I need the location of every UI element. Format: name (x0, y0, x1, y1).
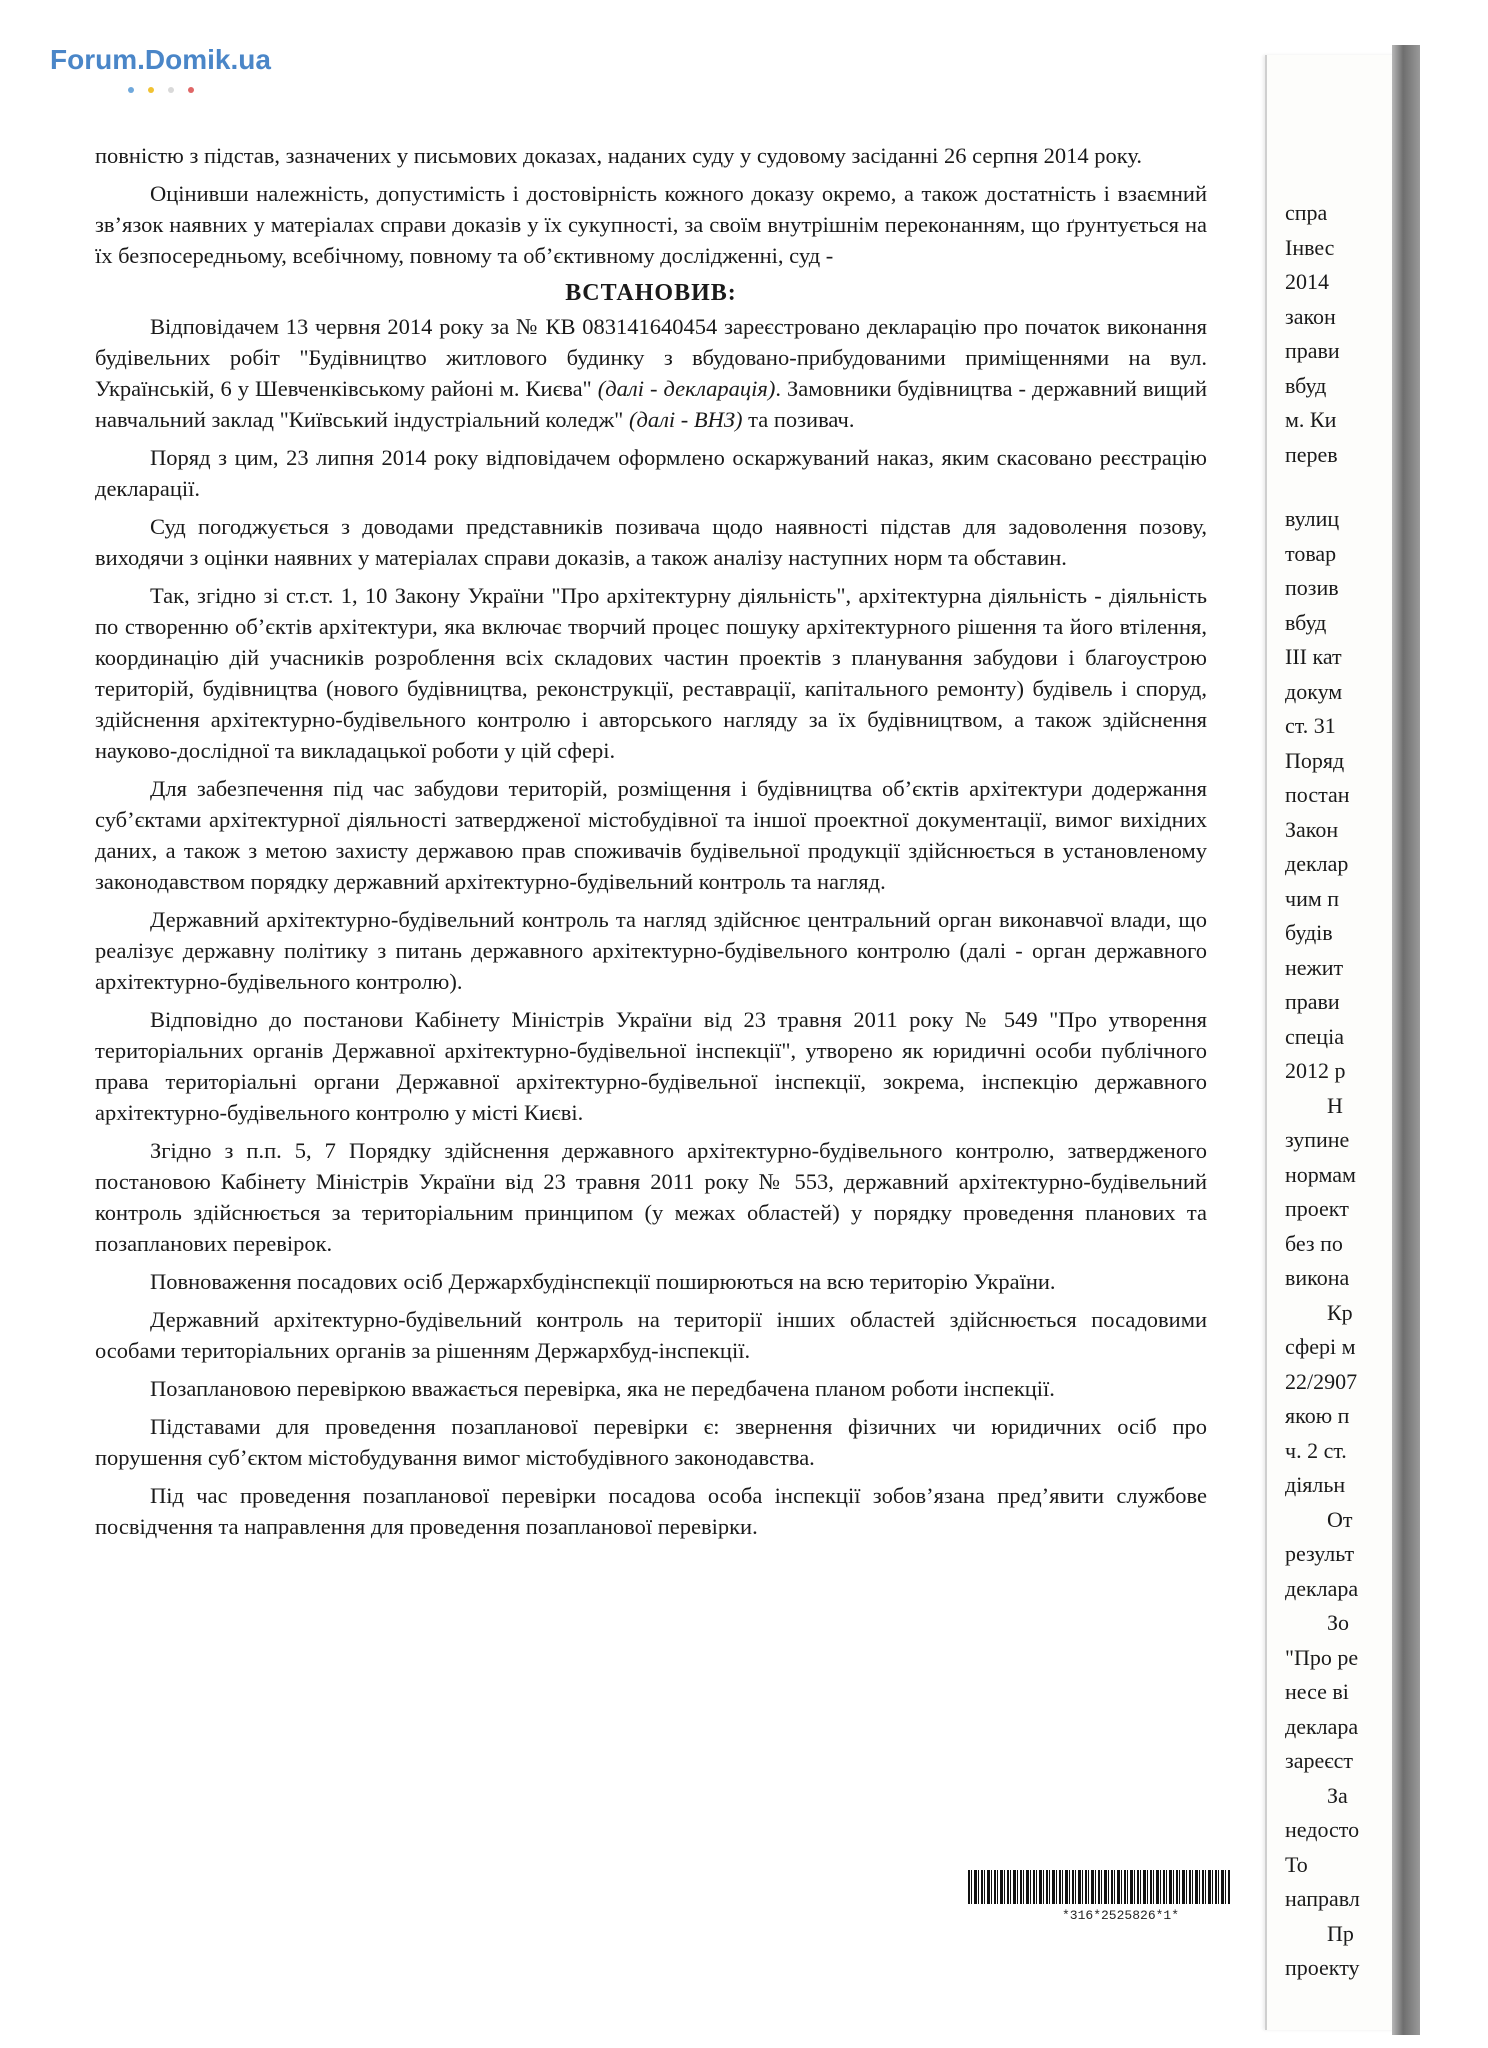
underlying-page-line: вбуд (1285, 609, 1327, 635)
paragraph-italic: (далі - декларація) (597, 376, 776, 401)
underlying-page-line: чим п (1285, 885, 1340, 911)
underlying-page-line: нежит (1285, 954, 1344, 980)
paragraph: Поряд з цим, 23 липня 2014 року відповідачем оформлено оскаржуваний наказ, яким скасовано реєстрацію декларації. (95, 445, 1207, 501)
underlying-page-line: деклар (1285, 851, 1349, 876)
paragraph (95, 311, 1207, 435)
underlying-page-line: якою п (1285, 1403, 1350, 1428)
underlying-page-line: деклара (1285, 1713, 1359, 1739)
underlying-page-line: деклара (1285, 1575, 1359, 1601)
watermark-dot (148, 87, 154, 93)
paragraph-text: та позивач. (742, 407, 855, 432)
underlying-page-line: ст. 31 (1285, 713, 1336, 738)
watermark-dot (128, 87, 134, 93)
underlying-page-line: зареєст (1285, 1748, 1354, 1773)
watermark-dot (188, 87, 194, 93)
underlying-page-line: докум (1285, 678, 1343, 704)
underlying-page-line: перев (1285, 441, 1338, 467)
underlying-page-line: Закон (1285, 816, 1339, 842)
barcode-number: *316*2525826*1* (1062, 1908, 1180, 1923)
underlying-page-line: Кр (1327, 1299, 1353, 1325)
underlying-page-line: ч. 2 ст. (1285, 1437, 1347, 1463)
underlying-page-line: 2014 (1285, 269, 1329, 294)
paragraph: Для забезпечення під час забудови територій, розміщення і будівництва об’єктів архітектури додержання суб’єктами архітектурної діяльності затвердженої містобудівної та іншої проектної документації, вимог вихідних даних, а також з метою захисту державою прав споживачів будівельної продукції здійснюється в установленому законодавством порядку державний архітектурно-будівельний контроль та нагляд. (95, 776, 1207, 894)
underlying-page-line: діяльн (1285, 1472, 1346, 1497)
underlying-page-line: нормам (1285, 1161, 1356, 1187)
paragraph: Підставами для проведення позапланової перевірки є: звернення фізичних чи юридичних осіб про порушення суб’єктом містобудування вимог містобудівного законодавства. (95, 1414, 1207, 1470)
underlying-page-line: 2012 р (1285, 1058, 1346, 1083)
underlying-page-line: Зо (1327, 1610, 1350, 1635)
barcode (968, 1870, 1230, 1904)
underlying-page-line: вулиц (1285, 506, 1340, 531)
paragraph: Під час проведення позапланової перевірки посадова особа інспекції зобов’язана пред’явити службове посвідчення та направлення для проведення позапланової перевірки. (95, 1483, 1207, 1539)
paragraph: повністю з підстав, зазначених у письмових доказах, наданих суду у судовому засіданні 26 серпня 2014 року. (95, 143, 1143, 168)
underlying-page-line: Поряд (1285, 747, 1345, 773)
paragraph: Позаплановою перевіркою вважається перевірка, яка не передбачена планом роботи інспекції. (150, 1376, 1055, 1401)
underlying-page-line: викона (1285, 1265, 1350, 1290)
underlying-page-line: недосто (1285, 1817, 1360, 1842)
underlying-page-line: товар (1285, 540, 1337, 566)
underlying-page-line: III кат (1285, 644, 1342, 669)
underlying-page-line: 22/2907 (1285, 1368, 1358, 1394)
underlying-page-line: От (1327, 1506, 1353, 1532)
underlying-page-line: без по (1285, 1230, 1343, 1256)
paragraph-text: . Замовники будівництва - державний вищий навчальний заклад "Київський індустріальний коледж" (95, 376, 1207, 432)
underlying-page-line: позив (1285, 575, 1339, 600)
paragraph: Державний архітектурно-будівельний контроль на території інших областей здійснюється посадовими особами територіальних органів за рішенням Держархбуд-інспекції. (95, 1307, 1207, 1363)
watermark-dots (128, 80, 218, 88)
underlying-page-line: То (1285, 1851, 1308, 1877)
underlying-page-line: сфері м (1285, 1334, 1356, 1359)
underlying-page-line: Н (1327, 1092, 1343, 1118)
underlying-page-line: м. Ки (1285, 407, 1337, 432)
underlying-page-line: будів (1285, 920, 1333, 945)
underlying-page-line: спеціа (1285, 1023, 1344, 1049)
watermark-logo: Forum.Domik.ua (50, 44, 271, 75)
underlying-page-line: Інвес (1285, 234, 1335, 260)
paragraph-italic: (далі - ВНЗ) (628, 407, 743, 432)
underlying-page-line: проекту (1285, 1955, 1360, 1980)
paragraph: Повноваження посадових осіб Держархбудінспекції поширюються на всю територію України. (150, 1269, 1056, 1294)
underlying-page-line: Пр (1327, 1920, 1354, 1946)
watermark-dot (168, 87, 174, 93)
underlying-page-line: постан (1285, 782, 1350, 807)
paragraph: Згідно з п.п. 5, 7 Порядку здійснення державного архітектурно-будівельного контролю, затвердженого постановою Кабінету Міністрів України від 23 травня 2011 року № 553, державний архітектурно-будівельний контроль здійснюється за територіальним принципом (у межах областей) у порядку проведення планових та позапланових перевірок. (95, 1138, 1207, 1256)
underlying-page-line: "Про ре (1285, 1644, 1359, 1670)
page-edge-shadow (1392, 45, 1420, 2035)
paragraph-text: Відповідачем 13 червня 2014 року за № КВ 083141640454 зареєстровано декларацію про початок виконання будівельних робіт "Будівництво житлового будинку з вбудовано-прибудованими приміщеннями на вул. Українській, 6 у Шевченківському районі м. Києва" (95, 314, 1207, 401)
paragraph: Державний архітектурно-будівельний контроль та нагляд здійснює центральний орган виконавчої влади, що реалізує державну політику з питань державного архітектурно-будівельного контролю (далі - орган державного архітектурно-будівельного контролю). (95, 907, 1207, 994)
underlying-page-line: направл (1285, 1886, 1360, 1911)
underlying-page-line: закон (1285, 303, 1336, 329)
paragraph: Суд погоджується з доводами представників позивача щодо наявності підстав для задоволення позову, виходячи з оцінки наявних у матеріалах справи доказів, а також аналізу наступних норм та обставин. (95, 514, 1207, 570)
paragraph: Так, згідно зі ст.ст. 1, 10 Закону України "Про архітектурну діяльність", архітектурна діяльність - діяльність по створенню об’єктів архітектури, яка включає творчий процес пошуку архітектурного рішення та його втілення, координацію дій учасників розроблення всіх складових частин проектів з планування забудови і благоустрою територій, будівництва (нового будівництва, реконструкції, реставрації, капітального ремонту) будівель і споруд, здійснення архітектурно-будівельного контролю і авторського нагляду за їх будівництвом, а також здійснення науково-дослідної та викладацької роботи у цій сфері. (95, 583, 1207, 763)
underlying-page-line: проект (1285, 1196, 1349, 1221)
underlying-page-line: зупине (1285, 1127, 1350, 1152)
underlying-page-line: прави (1285, 338, 1340, 363)
underlying-page-line: За (1327, 1782, 1348, 1808)
section-heading: ВСТАНОВИВ: (565, 280, 737, 306)
underlying-page-line: прави (1285, 989, 1340, 1014)
underlying-page-line: несе ві (1285, 1679, 1349, 1704)
underlying-page-line: спра (1285, 200, 1328, 225)
paragraph: Відповідно до постанови Кабінету Міністрів України від 23 травня 2011 року № 549 "Про утворення територіальних органів Державної архітектурно-будівельної інспекції", утворено як юридичні особи публічного права територіальні органи Державної архітектурно-будівельної інспекції, зокрема, інспекцію державного архітектурно-будівельного контролю у місті Києві. (95, 1007, 1207, 1125)
underlying-page-line: результ (1285, 1541, 1355, 1566)
document-body (95, 140, 1207, 1549)
underlying-page-line: вбуд (1285, 372, 1327, 398)
paragraph: Оцінивши належність, допустимість і достовірність кожного доказу окремо, а також достатність і взаємний зв’язок наявних у матеріалах справи доказів у їх сукупності, за своїм внутрішнім переконанням, що ґрунтується на їх безпосередньому, всебічному, повному та об’єктивному дослідженні, суд - (95, 181, 1207, 268)
